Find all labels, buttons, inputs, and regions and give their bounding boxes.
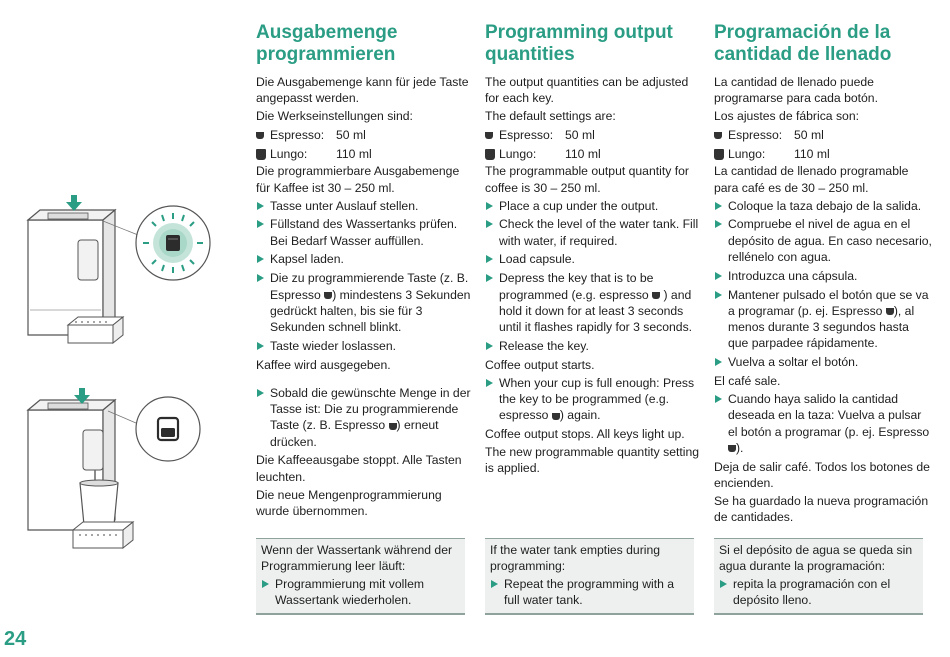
lungo-cup-icon xyxy=(485,149,495,160)
setting-value: 110 ml xyxy=(794,146,830,161)
step-item: Load capsule. xyxy=(485,251,703,267)
range-text: The programmable output quantity for coffee is 30 – 250 ml. xyxy=(485,164,689,195)
espresso-cup-icon xyxy=(728,445,736,452)
step-text: Die zu programmierende Taste (z. B. Espresso xyxy=(270,271,469,302)
step-item xyxy=(485,270,703,335)
espresso-cup-icon xyxy=(714,132,722,139)
step-item xyxy=(485,375,703,424)
step-text: ) erneut drücken. xyxy=(270,418,439,449)
setting-name: Espresso: xyxy=(728,128,783,143)
step-text: When your cup is full enough: Press the key to be programmed (e.g. espresso xyxy=(499,375,695,423)
step-item xyxy=(714,287,932,352)
setting-name: Espresso: xyxy=(270,128,325,143)
step-text: Sobald die gewünschte Menge in der Tasse ist: Die zu programmierende Taste (z. B. Espresso xyxy=(270,385,471,433)
result-text: Coffee output stops. All keys light up. xyxy=(485,427,685,442)
setting-name: Lungo: xyxy=(728,146,766,161)
step-item: Kapsel laden. xyxy=(256,251,474,267)
range-text: Die programmierbare Ausgabemenge für Kaffee ist 30 – 250 ml. xyxy=(256,164,460,195)
lungo-cup-icon xyxy=(714,149,724,160)
status-text: Coffee output starts. xyxy=(485,357,595,372)
result-text: Deja de salir café. Todos los botones de encienden. xyxy=(714,459,930,490)
step-text: Cuando haya salido la cantidad deseada en la taza: Vuelva a pulsar el botón a programar (p. ej. Espresso xyxy=(728,392,930,439)
setting-value: 110 ml xyxy=(565,146,601,161)
column-spanish xyxy=(714,22,932,527)
note-box xyxy=(485,538,694,615)
step-item: Vuelva a soltar el botón. xyxy=(714,354,932,370)
column-german xyxy=(256,22,474,521)
note-text: Si el depósito de agua se queda sin agua durante la programación: xyxy=(719,543,913,573)
step-item: Release the key. xyxy=(485,338,703,354)
setting-value: 50 ml xyxy=(794,128,824,143)
step-text: Depress the key that is to be programmed (e.g. espresso xyxy=(499,271,654,302)
defaults-label: The default settings are: xyxy=(485,109,616,124)
setting-value: 110 ml xyxy=(336,146,372,161)
step-item: Füllstand des Wassertanks prüfen. Bei Bedarf Wasser auffüllen. xyxy=(256,216,474,249)
note-box xyxy=(714,538,923,615)
step-text: ) and hold it down for at least 3 seconds until it flashes rapidly for 3 seconds. xyxy=(499,287,693,335)
status-text: El café sale. xyxy=(714,374,781,389)
step-item xyxy=(256,270,474,335)
setting-name: Espresso: xyxy=(499,128,554,143)
setting-espresso xyxy=(256,126,474,145)
intro-text: La cantidad de llenado puede programarse para cada botón. xyxy=(714,75,878,106)
step-item: Coloque la taza debajo de la salida. xyxy=(714,198,932,214)
espresso-cup-icon xyxy=(256,132,264,139)
note-box xyxy=(256,538,465,615)
step-item xyxy=(256,385,474,450)
setting-espresso xyxy=(714,126,932,145)
intro-text: The output quantities can be adjusted for each key. xyxy=(485,75,689,106)
column-english xyxy=(485,22,703,478)
intro-text: Die Ausgabemenge kann für jede Taste angepasst werden. xyxy=(256,75,469,106)
setting-name: Lungo: xyxy=(270,146,308,161)
step-text: ), al menos durante 3 segundos hasta que parpadee rápidamente. xyxy=(728,303,915,351)
section-title: Programming output quantities xyxy=(485,22,673,65)
lungo-cup-icon xyxy=(256,149,266,160)
note-bullet: Programmierung mit vollem Wassertank wiederholen. xyxy=(261,576,460,608)
step-item xyxy=(714,391,932,456)
note-text: If the water tank empties during programming: xyxy=(490,543,661,573)
setting-lungo xyxy=(485,145,703,164)
defaults-label: Die Werkseinstellungen sind: xyxy=(256,109,413,124)
step-item: Tasse unter Auslauf stellen. xyxy=(256,198,474,214)
espresso-cup-icon xyxy=(552,413,560,420)
status-text: Kaffee wird ausgegeben. xyxy=(256,357,391,372)
defaults-label: Los ajustes de fábrica son: xyxy=(714,109,859,124)
step-text: Mantener pulsado el botón que se va a programar (p. ej. Espresso xyxy=(728,287,929,318)
espresso-cup-icon xyxy=(886,308,894,315)
step-text: ) again. xyxy=(559,408,601,423)
step-item: Place a cup under the output. xyxy=(485,198,703,214)
section-title: Ausgabemenge programmieren xyxy=(256,22,398,65)
section-title: Programación de la cantidad de llenado xyxy=(714,22,892,65)
step-text: ) mindestens 3 Sekunden gedrückt halten, bis sie für 3 Sekunden schnell blinkt. xyxy=(270,287,471,335)
setting-name: Lungo: xyxy=(499,146,537,161)
espresso-cup-icon xyxy=(389,423,397,430)
step-item: Check the level of the water tank. Fill with water, if required. xyxy=(485,216,703,249)
setting-value: 50 ml xyxy=(336,128,366,143)
note-bullet: Repeat the programming with a full water tank. xyxy=(490,576,689,608)
espresso-cup-icon xyxy=(324,292,332,299)
setting-lungo xyxy=(714,145,932,164)
result-text: The new programmable quantity setting is applied. xyxy=(485,445,700,476)
result-text: Die neue Mengenprogrammierung wurde übernommen. xyxy=(256,487,442,518)
setting-value: 50 ml xyxy=(565,128,595,143)
setting-lungo xyxy=(256,145,474,164)
machine-dispensing-illustration xyxy=(18,385,218,560)
espresso-cup-icon xyxy=(652,292,660,299)
page-number: 24 xyxy=(4,628,27,650)
machine-press-key-illustration xyxy=(18,195,218,365)
step-text: ). xyxy=(736,440,744,455)
espresso-cup-icon xyxy=(485,132,493,139)
setting-espresso xyxy=(485,126,703,145)
result-text: Se ha guardado la nueva programación de cantidades. xyxy=(714,493,929,525)
note-bullet: repita la programación con el depósito lleno. xyxy=(719,576,918,608)
step-item: Introduzca una cápsula. xyxy=(714,268,932,284)
note-text: Wenn der Wassertank während der Programmierung leer läuft: xyxy=(261,543,453,573)
range-text: La cantidad de llenado programable para café es de 30 – 250 ml. xyxy=(714,164,909,195)
result-text: Die Kaffeeausgabe stoppt. Alle Tasten leuchten. xyxy=(256,453,462,484)
step-item: Compruebe el nivel de agua en el depósito de agua. En caso necesario, rellénelo con agua. xyxy=(714,216,932,265)
step-item: Taste wieder loslassen. xyxy=(256,338,474,354)
